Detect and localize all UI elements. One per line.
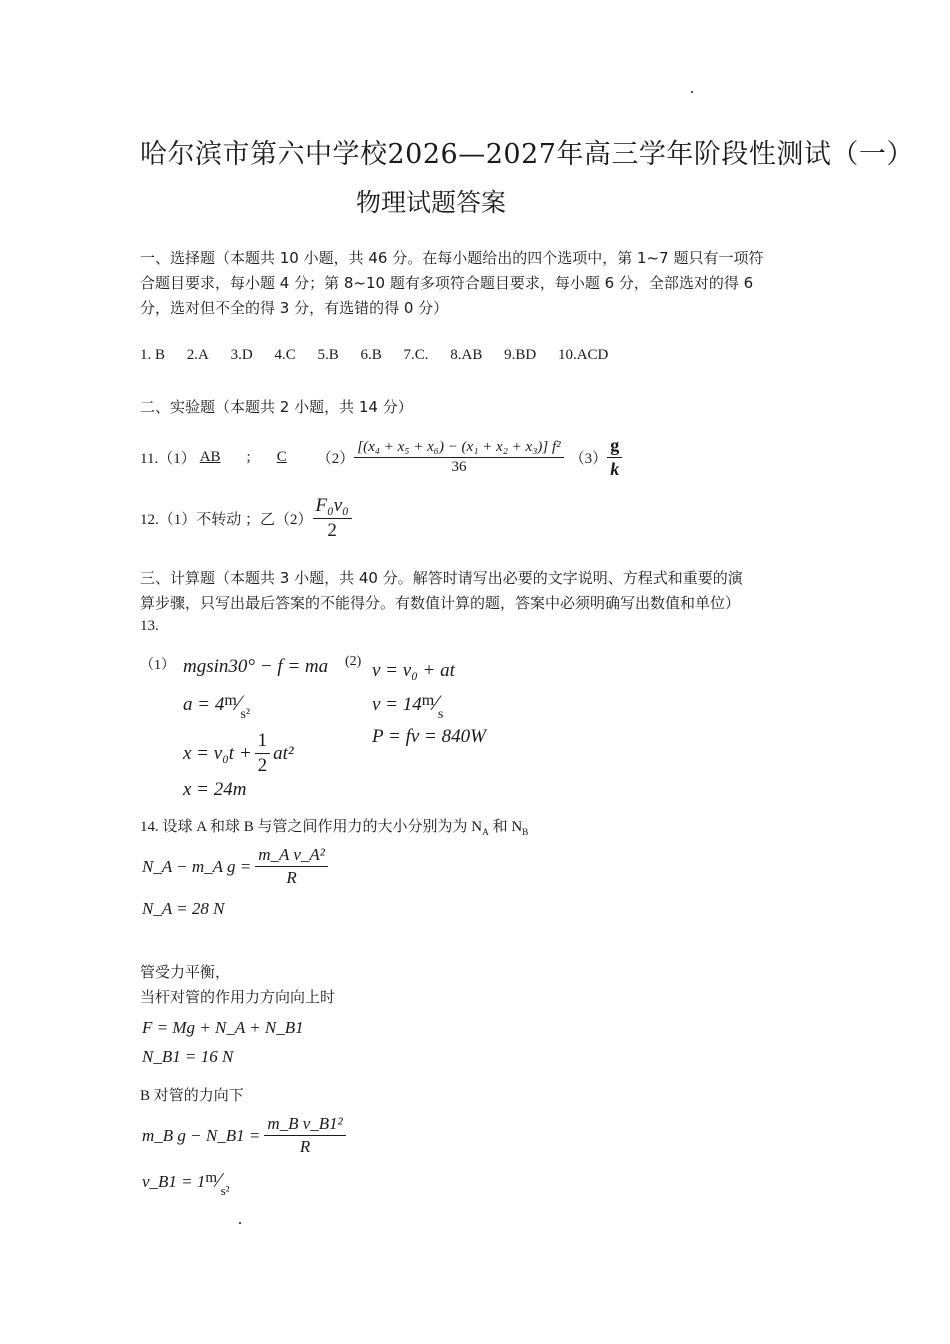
q13-eq4: x = 24m bbox=[183, 779, 247, 800]
q14-eqA-lhs: N_A − m_A g = bbox=[142, 856, 252, 876]
q14-vB1-unit-m: m bbox=[205, 1170, 218, 1186]
q14-intro-sub-a: A bbox=[482, 828, 489, 838]
choice-answers bbox=[140, 347, 626, 364]
q11-answer-2: C bbox=[276, 448, 287, 465]
answer-5: 5.B bbox=[317, 347, 339, 363]
q12-formula bbox=[313, 495, 352, 542]
q14-eqB-num: m_B v_B1² bbox=[264, 1114, 345, 1136]
answer-9: 9.BD bbox=[504, 347, 537, 363]
q14-eqA-num: m_A v_A² bbox=[255, 845, 328, 867]
q14-eqB-frac bbox=[264, 1114, 345, 1157]
answer-3: 3.D bbox=[230, 347, 253, 363]
q14-vB1-unit-s2: s² bbox=[220, 1183, 230, 1198]
q11-part2-label: （2） bbox=[316, 450, 355, 467]
q13-eq1: mgsin30° − f = ma bbox=[183, 656, 329, 677]
q13-part2-label: (2) bbox=[345, 654, 362, 669]
section1-heading-line: 分，选对但不全的得 3 分，有选错的得 0 分） bbox=[140, 299, 449, 317]
q13-part1-label: （1） bbox=[140, 658, 175, 673]
q11-part3-label: （3） bbox=[569, 450, 608, 467]
q13-eq2-unit-s2: s² bbox=[240, 707, 251, 722]
q14-text3: B 对管的力向下 bbox=[140, 1088, 244, 1104]
q13-eq3-half-num: 1 bbox=[255, 730, 271, 754]
q14-eqF: F = Mg + N_A + N_B1 bbox=[142, 1018, 304, 1037]
q12-denominator: 2 bbox=[327, 519, 337, 541]
q14-vB1-lhs: v_B1 = 1 bbox=[142, 1172, 206, 1191]
section3-heading-line: 三、计算题（本题共 3 小题，共 40 分。解答时请写出必要的文字说明、方程式和重要的演 bbox=[140, 569, 743, 587]
q12-numerator: F₀v₀ bbox=[313, 495, 352, 519]
q11-formula-denominator: 36 bbox=[451, 458, 467, 475]
q13-eq3-half-den: 2 bbox=[257, 755, 268, 776]
section2-heading: 二、实验题（本题共 2 小题，共 14 分） bbox=[140, 398, 413, 416]
q13-eq2 bbox=[183, 690, 251, 722]
q14-intro bbox=[140, 815, 528, 838]
answer-2: 2.A bbox=[186, 347, 209, 363]
q13-eq3-half bbox=[255, 730, 271, 777]
q14-NB1: N_B1 = 16 N bbox=[142, 1047, 234, 1066]
q12-label: 12.（1）不转动 ；乙（2） bbox=[140, 511, 313, 528]
q14-eqA bbox=[142, 845, 328, 888]
q13-eq6-unit-m: m bbox=[421, 692, 435, 709]
q14-eqB-den: R bbox=[299, 1137, 311, 1156]
q11-formula bbox=[354, 439, 563, 476]
q14-NA: N_A = 28 N bbox=[142, 899, 225, 918]
q14-intro-and: 和 N bbox=[488, 819, 523, 835]
page-title: 哈尔滨市第六中学校2026—2027年高三学年阶段性测试（一） bbox=[140, 139, 914, 170]
q11-separator: ; bbox=[246, 448, 251, 465]
bottom-dot bbox=[239, 1222, 241, 1224]
q13-eq7: P = fv = 840W bbox=[372, 726, 486, 747]
q11-g-over-k bbox=[607, 435, 622, 480]
q14-eqA-frac bbox=[255, 845, 328, 888]
q11-formula-numerator: [(x₄ + x₅ + x₆) − (x₁ + x₂ + x₃)] f² bbox=[354, 439, 563, 458]
q11-label: 11.（1） bbox=[140, 450, 196, 467]
section1-heading-line: 合题目要求，每小题 4 分；第 8~10 题有多项符合题目要求，每小题 6 分，全部选对的得 6 bbox=[140, 274, 754, 292]
q13-eq2-unit-m: m bbox=[224, 692, 237, 709]
q14-eqA-den: R bbox=[286, 868, 297, 887]
q13-eq2-slash: ⁄ bbox=[236, 690, 241, 715]
q14-text2: 当杆对管的作用力方向向上时 bbox=[140, 988, 336, 1006]
q12-row bbox=[140, 494, 352, 542]
answer-10: 10.ACD bbox=[557, 347, 609, 363]
answer-7: 7.C. bbox=[403, 347, 429, 363]
q14-eqB bbox=[142, 1114, 346, 1157]
q13-eq3 bbox=[183, 730, 294, 777]
answer-8: 8.AB bbox=[450, 347, 483, 363]
section3-heading bbox=[140, 566, 743, 616]
q13-eq6-unit-s: s bbox=[437, 707, 444, 722]
q13-eq6-lhs: v = 14 bbox=[372, 694, 422, 715]
q11-k: k bbox=[610, 458, 620, 479]
q11-row bbox=[140, 430, 622, 484]
q13-label: 13. bbox=[140, 618, 159, 634]
q14-text1: 管受力平衡， bbox=[140, 963, 231, 981]
q11-g: g bbox=[607, 435, 622, 458]
top-dot bbox=[691, 91, 693, 93]
q13-eq3-tail: at² bbox=[273, 742, 294, 764]
page-subtitle: 物理试题答案 bbox=[356, 188, 507, 217]
q13-eq5: v = v₀ + at bbox=[372, 660, 455, 681]
q14-intro-text: 14. 设球 A 和球 B 与管之间作用力的大小分别为为 N bbox=[140, 819, 483, 835]
section3-heading-line: 算步骤，只写出最后答案的不能得分。有数值计算的题，答案中必须明确写出数值和单位） bbox=[140, 594, 741, 612]
q13-eq3-lhs: x = v₀t + bbox=[183, 742, 252, 764]
section1-heading-line: 一、选择题（本题共 10 小题，共 46 分。在每小题给出的四个选项中，第 1~7 题只有一项符 bbox=[140, 249, 764, 267]
answer-4: 4.C bbox=[274, 347, 296, 363]
q13-eq6 bbox=[372, 690, 444, 722]
q14-intro-sub-b: B bbox=[522, 828, 529, 838]
section1-heading bbox=[140, 246, 763, 321]
q14-vB1 bbox=[142, 1168, 230, 1198]
answer-1: 1. B bbox=[140, 347, 166, 363]
answer-6: 6.B bbox=[360, 347, 382, 363]
q13-eq2-lhs: a = 4 bbox=[183, 694, 225, 715]
q14-vB1-slash: ⁄ bbox=[217, 1168, 221, 1192]
q13-eq6-slash: ⁄ bbox=[434, 690, 438, 715]
q14-eqB-lhs: m_B g − N_B1 = bbox=[142, 1125, 261, 1145]
q11-answer-1: AB bbox=[199, 448, 221, 465]
